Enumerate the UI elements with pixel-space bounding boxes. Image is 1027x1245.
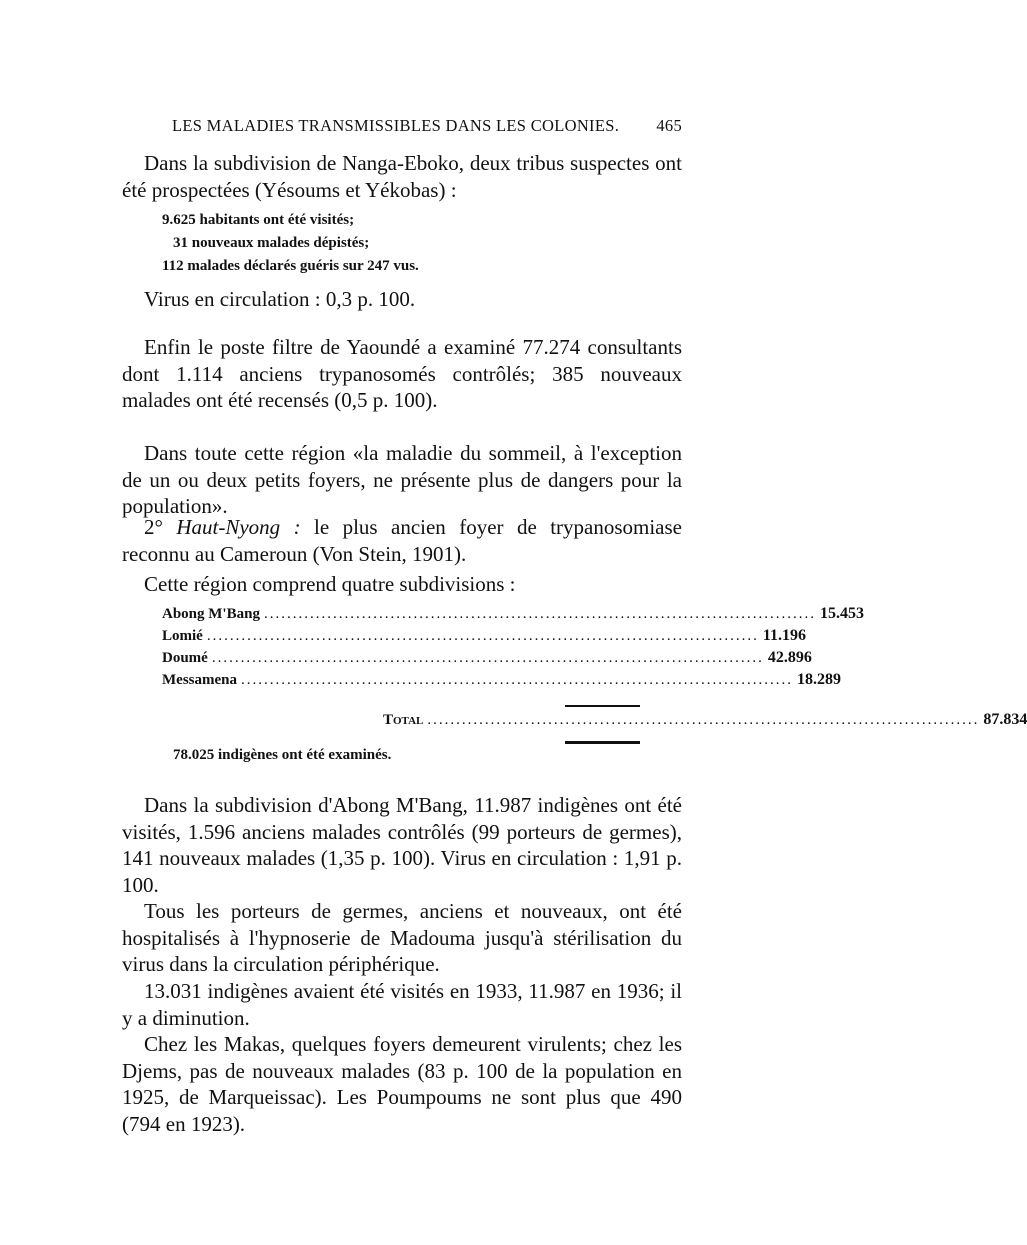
- leader-dots: ................................................................................................: [241, 672, 793, 688]
- total-row: [383, 711, 1027, 733]
- nanga-stat-cured: 112 malades déclarés guéris sur 247 vus.: [162, 258, 419, 274]
- region-quote-paragraph: Dans toute cette région «la maladie du sommeil, à l'exception de un ou deux petits foyers, ne présente plus de dangers pour la population».: [122, 441, 682, 518]
- total-rule-top: [565, 705, 640, 707]
- leader-dots: ................................................................................................: [206, 628, 759, 644]
- page-number: 465: [656, 116, 682, 135]
- subdivision-name: Lomié: [162, 628, 203, 644]
- examined-line: 78.025 indigènes ont été examinés.: [173, 747, 392, 763]
- leader-dots: ................................................................................................: [211, 650, 764, 666]
- subdivision-value: 11.196: [762, 627, 806, 644]
- total-rule-bottom: [565, 741, 640, 744]
- nanga-virus-line: Virus en circulation : 0,3 p. 100.: [144, 287, 416, 311]
- hospitalisation-paragraph: Tous les porteurs de germes, anciens et nouveaux, ont été hospitalisés à l'hypnoserie de Madouma jusqu'à stérilisation du virus dans la circulation périphérique.: [122, 899, 682, 976]
- tribes-paragraph: Chez les Makas, quelques foyers demeurent virulents; chez les Djems, pas de nouveaux malades (83 p. 100 de la population en 1925, de Marqueissac). Les Poumpoums ne sont plus que 490 (794 en 1923).: [122, 1032, 682, 1136]
- yaounde-paragraph: Enfin le poste filtre de Yaoundé a examiné 77.274 consultants dont 1.114 anciens trypanosomés contrôlés; 385 nouveaux malades ont été recensés (0,5 p. 100).: [122, 335, 682, 412]
- subdivision-name: Abong M'Bang: [162, 606, 260, 622]
- total-value: 87.834: [983, 711, 1027, 728]
- abong-paragraph: Dans la subdivision d'Abong M'Bang, 11.987 indigènes ont été visités, 1.596 anciens malades contrôlés (99 porteurs de germes), 141 nouveaux malades (1,35 p. 100). Virus en circulation : 1,91 p. 100.: [122, 793, 682, 897]
- subdivision-row: [162, 605, 864, 627]
- subdivision-name: Doumé: [162, 650, 208, 666]
- leader-dots: ................................................................................................: [427, 712, 980, 728]
- total-label: Total: [383, 712, 424, 728]
- subdivision-row: [162, 671, 841, 693]
- section-title: Haut-Nyong :: [176, 515, 301, 539]
- nanga-stat-visited: 9.625 habitants ont été visités;: [162, 212, 355, 228]
- leader-dots: ................................................................................................: [263, 606, 816, 622]
- subdivision-row: [162, 627, 806, 649]
- subdivision-value: 15.453: [819, 605, 864, 622]
- region-intro-line: Cette région comprend quatre subdivisions :: [144, 572, 516, 596]
- subdivision-name: Messamena: [162, 672, 237, 688]
- comparison-paragraph: 13.031 indigènes avaient été visités en 1933, 11.987 en 1936; il y a diminution.: [122, 979, 682, 1030]
- nanga-stat-new-cases: 31 nouveaux malades dépistés;: [173, 235, 370, 251]
- subdivision-value: 18.289: [797, 671, 841, 688]
- subdivision-value: 42.896: [767, 649, 812, 666]
- section-number: 2°: [144, 515, 163, 539]
- running-title: LES MALADIES TRANSMISSIBLES DANS LES COLONIES.: [172, 116, 620, 135]
- section-description: le plus ancien foyer de trypanosomiase reconnu au Cameroun (Von Stein, 1901).: [122, 515, 682, 566]
- nanga-intro-paragraph: Dans la subdivision de Nanga-Eboko, deux tribus suspectes ont été prospectées (Yésoums et Yékobas) :: [122, 151, 682, 202]
- running-header: [172, 116, 682, 136]
- subdivision-row: [162, 649, 812, 671]
- haut-nyong-paragraph: [122, 514, 682, 567]
